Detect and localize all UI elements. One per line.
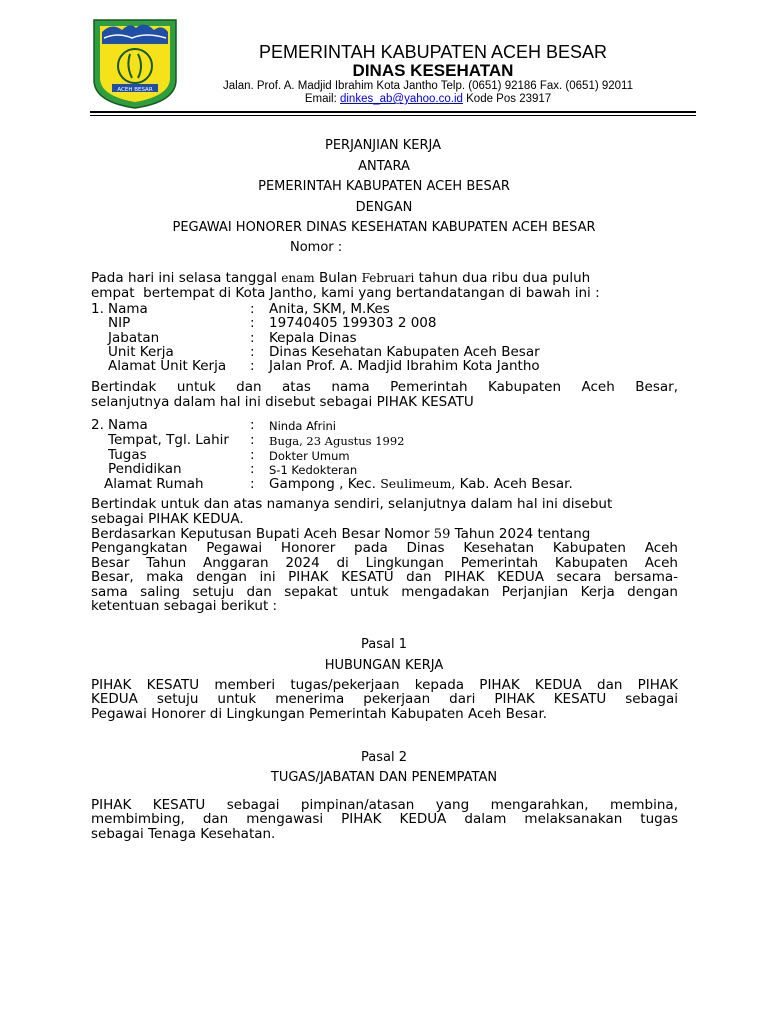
header-agency: DINAS KESEHATAN <box>352 61 514 80</box>
basis-l1b: Tahun 2024 tentang <box>454 526 591 542</box>
party2-name: Ninda Afrini <box>269 419 337 433</box>
party1-name-label: Nama <box>108 301 148 317</box>
colon: : <box>250 476 255 492</box>
pasal2-heading: TUGAS/JABATAN DAN PENEMPATAN <box>270 770 498 785</box>
header-contact <box>176 93 680 105</box>
party2-birth-label: Tempat, Tgl. Lahir <box>108 432 229 448</box>
party2-name-label: Nama <box>108 417 148 433</box>
colon: : <box>250 330 255 346</box>
party1-address: Jalan Prof. A. Madjid Ibrahim Kota Jantho <box>269 358 540 374</box>
party2-home-kec: Seulimeum, <box>380 476 456 491</box>
party1-position-label: Jabatan <box>108 330 160 346</box>
basis-line-2: Pengangkatan Pegawai Honorer pada Dinas Kesehatan Kabupaten Aceh <box>91 540 678 556</box>
basis-line-6: ketentuan sebagai berikut : <box>91 598 278 614</box>
party1-nip-label: NIP <box>108 315 131 331</box>
title-antara: ANTARA <box>358 159 410 174</box>
party2-task: Dokter Umum <box>269 449 350 463</box>
basis-line-5: sama saling setuju dan sepakat untuk mengadakan Perjanjian Kerja dengan <box>91 584 678 600</box>
postal-code: Kode Pos 23917 <box>466 93 552 105</box>
party2-act-line-2: sebagai PIHAK KEDUA. <box>91 511 244 527</box>
email-label: Email: <box>304 93 337 105</box>
pasal2-line-2: membimbing, dan mengawasi PIHAK KEDUA dalam melaksanakan tugas <box>91 811 678 827</box>
colon: : <box>250 417 255 433</box>
intro-b: Bulan <box>318 270 358 286</box>
intro-month: Februari <box>361 271 415 285</box>
pasal1-title: Pasal 1 <box>361 637 407 652</box>
header-divider-thick <box>90 111 696 113</box>
logo-text: ACEH BESAR <box>117 87 153 93</box>
party2-home-village: Gampong , Kec. <box>269 476 376 492</box>
intro-c: tahun dua ribu dua puluh <box>418 270 591 286</box>
colon: : <box>250 461 255 477</box>
pasal1-line-1: PIHAK KESATU memberi tugas/pekerjaan kepada PIHAK KEDUA dan PIHAK <box>91 677 678 693</box>
header-government: PEMERINTAH KABUPATEN ACEH BESAR <box>258 42 608 62</box>
party2-number: 2. <box>91 417 104 433</box>
party2-home-label: Alamat Rumah <box>104 476 204 492</box>
party2-home <box>269 476 573 492</box>
party1-nip: 19740405 199303 2 008 <box>269 315 437 331</box>
party1-unit: Dinas Kesehatan Kabupaten Aceh Besar <box>269 344 540 360</box>
title-party-one: PEMERINTAH KABUPATEN ACEH BESAR <box>258 179 510 194</box>
basis-l1a: Berdasarkan Keputusan Bupati Aceh Besar Nomor <box>91 526 430 542</box>
pasal1-line-3: Pegawai Honorer di Lingkungan Pemerintah Kabupaten Aceh Besar. <box>91 706 548 722</box>
party1-unit-label: Unit Kerja <box>108 344 174 360</box>
header-address: Jalan. Prof. A. Madjid Ibrahim Kota Jantho Telp. (0651) 92186 Fax. (0651) 92011 <box>223 80 633 92</box>
colon: : <box>250 315 255 331</box>
party1-number: 1. <box>91 301 104 317</box>
pasal2-line-1: PIHAK KESATU sebagai pimpinan/atasan yang mengarahkan, membina, <box>91 797 678 813</box>
intro-day: enam <box>281 271 315 285</box>
title-dengan: DENGAN <box>355 200 413 215</box>
party2-act-line-1: Bertindak untuk dan atas namanya sendiri, selanjutnya dalam hal ini disebut <box>91 496 613 512</box>
party1-position: Kepala Dinas <box>269 330 357 346</box>
colon: : <box>250 344 255 360</box>
colon: : <box>250 447 255 463</box>
party1-act-line-1: Bertindak untuk dan atas nama Pemerintah Kabupaten Aceh Besar, <box>91 379 678 395</box>
party2-education: S-1 Kedokteran <box>269 463 358 477</box>
intro-a: Pada hari ini selasa tanggal <box>91 270 277 286</box>
doc-title: PERJANJIAN KERJA <box>325 138 441 153</box>
email-link[interactable]: dinkes_ab@yahoo.co.id <box>339 93 463 105</box>
doc-number: Nomor : <box>290 240 343 255</box>
aceh-besar-logo <box>92 18 178 110</box>
party2-task-label: Tugas <box>108 447 147 463</box>
party1-name: Anita, SKM, M.Kes <box>269 301 390 317</box>
party2-home-kab: Kab. Aceh Besar. <box>459 476 573 492</box>
basis-line-4: Besar, maka dengan ini PIHAK KESATU dan PIHAK KEDUA secara bersama- <box>91 569 678 585</box>
colon: : <box>250 432 255 448</box>
party1-act-line-2: selanjutnya dalam hal ini disebut sebagai PIHAK KESATU <box>91 394 474 410</box>
colon: : <box>250 358 255 374</box>
party2-education-label: Pendidikan <box>108 461 182 477</box>
pasal1-line-2: KEDUA setuju untuk menerima pekerjaan dari PIHAK KESATU sebagai <box>91 691 678 707</box>
pasal1-heading: HUBUNGAN KERJA <box>324 658 444 673</box>
intro-line-2: empat bertempat di Kota Jantho, kami yang bertandatangan di bawah ini : <box>91 285 600 301</box>
title-party-two: PEGAWAI HONORER DINAS KESEHATAN KABUPATEN ACEH BESAR <box>172 220 596 235</box>
pasal2-title: Pasal 2 <box>361 750 407 765</box>
party1-address-label: Alamat Unit Kerja <box>108 358 227 374</box>
intro-line-1 <box>91 271 678 285</box>
basis-decree-number: 59 <box>433 527 451 542</box>
party2-birth: Buga, 23 Agustus 1992 <box>269 434 405 448</box>
header-divider-thin <box>90 115 696 116</box>
colon: : <box>250 301 255 317</box>
pasal2-line-3: sebagai Tenaga Kesehatan. <box>91 826 276 842</box>
basis-line-3: Besar Tahun Anggaran 2024 di Lingkungan Pemerintah Kabupaten Aceh <box>91 555 678 571</box>
